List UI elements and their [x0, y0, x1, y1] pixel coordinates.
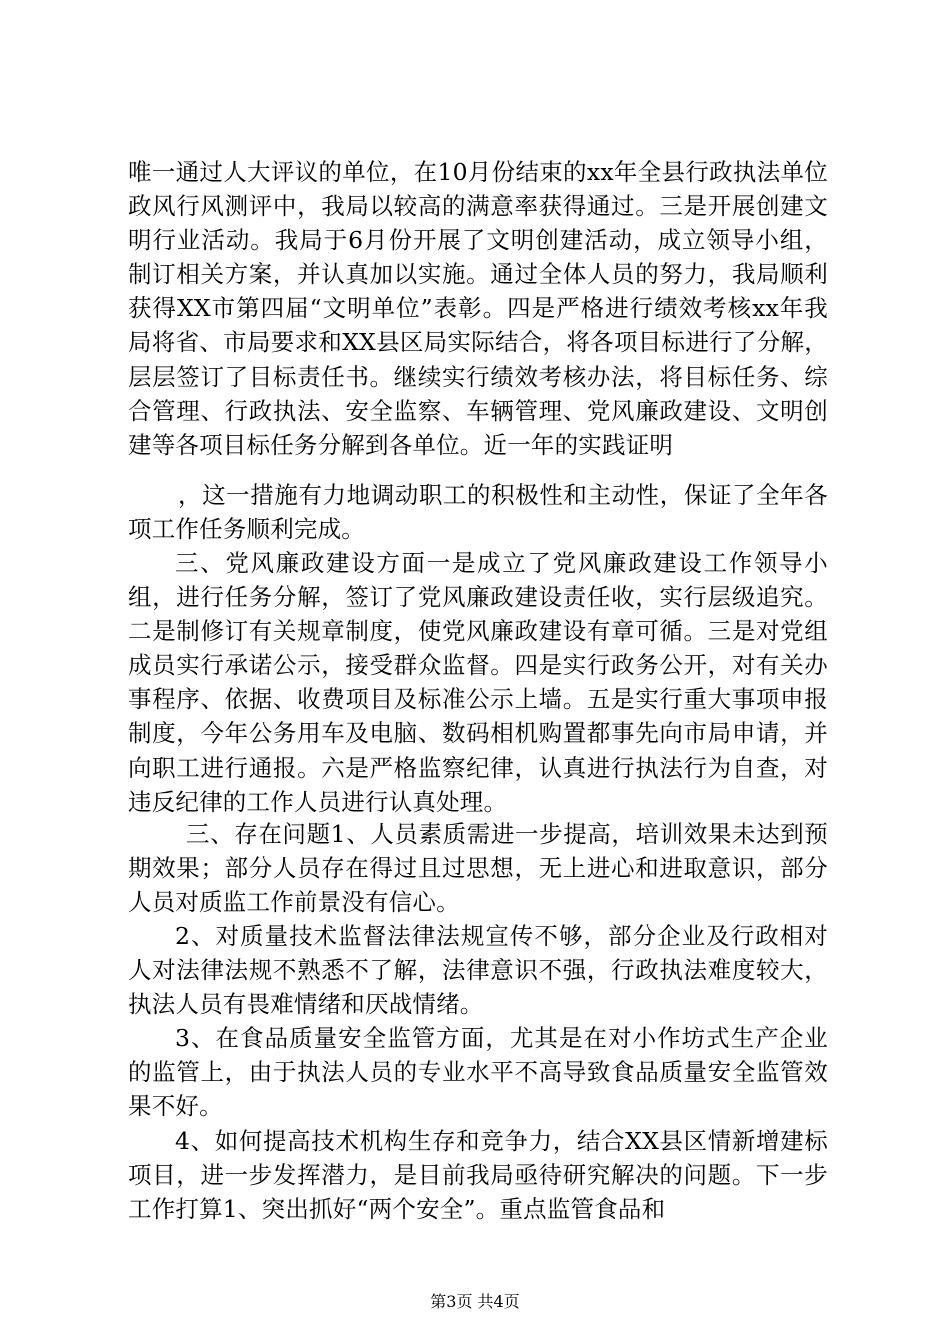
paragraph-2: ，这一措施有力地调动职工的积极性和主动性，保证了全年各项工作任务顺利完成。: [128, 481, 828, 544]
paragraph-6: 3、在食品质量安全监管方面，尤其是在对小作坊式生产企业的监管上，由于执法人员的专业水平不高导致食品质量安全监管效果不好。: [128, 1024, 828, 1121]
paragraph-1: 唯一通过人大评议的单位，在10月份结束的xx年全县行政执法单位政风行风测评中，我局以较高的满意率获得通过。三是开展创建文明行业活动。我局于6月份开展了文明创建活动，成立领导小组，制订相关方案，并认真加以实施。通过全体人员的努力，我局顺利获得XX市第四届“文明单位”表彰。四是严格进行绩效考核xx年我局将省、市局要求和XX县区局实际结合，将各项目标进行了分解，层层签订了目标责任书。继续实行绩效考核办法，将目标任务、综合管理、行政执法、安全监察、车辆管理、党风廉政建设、文明创建等各项目标任务分解到各单位。近一年的实践证明: [128, 158, 828, 459]
paragraph-4: 三、存在问题1、人员素质需进一步提高，培训效果未达到预期效果；部分人员存在得过且过思想，无上进心和进取意识，部分人员对质监工作前景没有信心。: [128, 820, 828, 917]
paragraph-3: 三、党风廉政建设方面一是成立了党风廉政建设工作领导小组，进行任务分解，签订了党风廉政建设责任收，实行层级追究。二是制修订有关规章制度，使党风廉政建设有章可循。三是对党组成员实行承诺公示，接受群众监督。四是实行政务公开，对有关办事程序、依据、收费项目及标准公示上墙。五是实行重大事项申报制度，今年公务用车及电脑、数码相机购置都事先向市局申请，并向职工进行通报。六是严格监察纪律，认真进行执法行为自查，对违反纪律的工作人员进行认真处理。: [128, 549, 828, 816]
paragraph-5: 2、对质量技术监督法律法规宣传不够，部分企业及行政相对人对法律法规不熟悉不了解，法律意识不强，行政执法难度较大，执法人员有畏难情绪和厌战情绪。: [128, 922, 828, 1019]
page-footer: 第3页 共4页: [430, 1292, 520, 1311]
paragraph-7: 4、如何提高技术机构生存和竞争力，结合XX县区情新增建标项目，进一步发挥潜力，是目前我局亟待研究解决的问题。下一步工作打算1、突出抓好“两个安全”。重点监管食品和: [128, 1127, 828, 1224]
